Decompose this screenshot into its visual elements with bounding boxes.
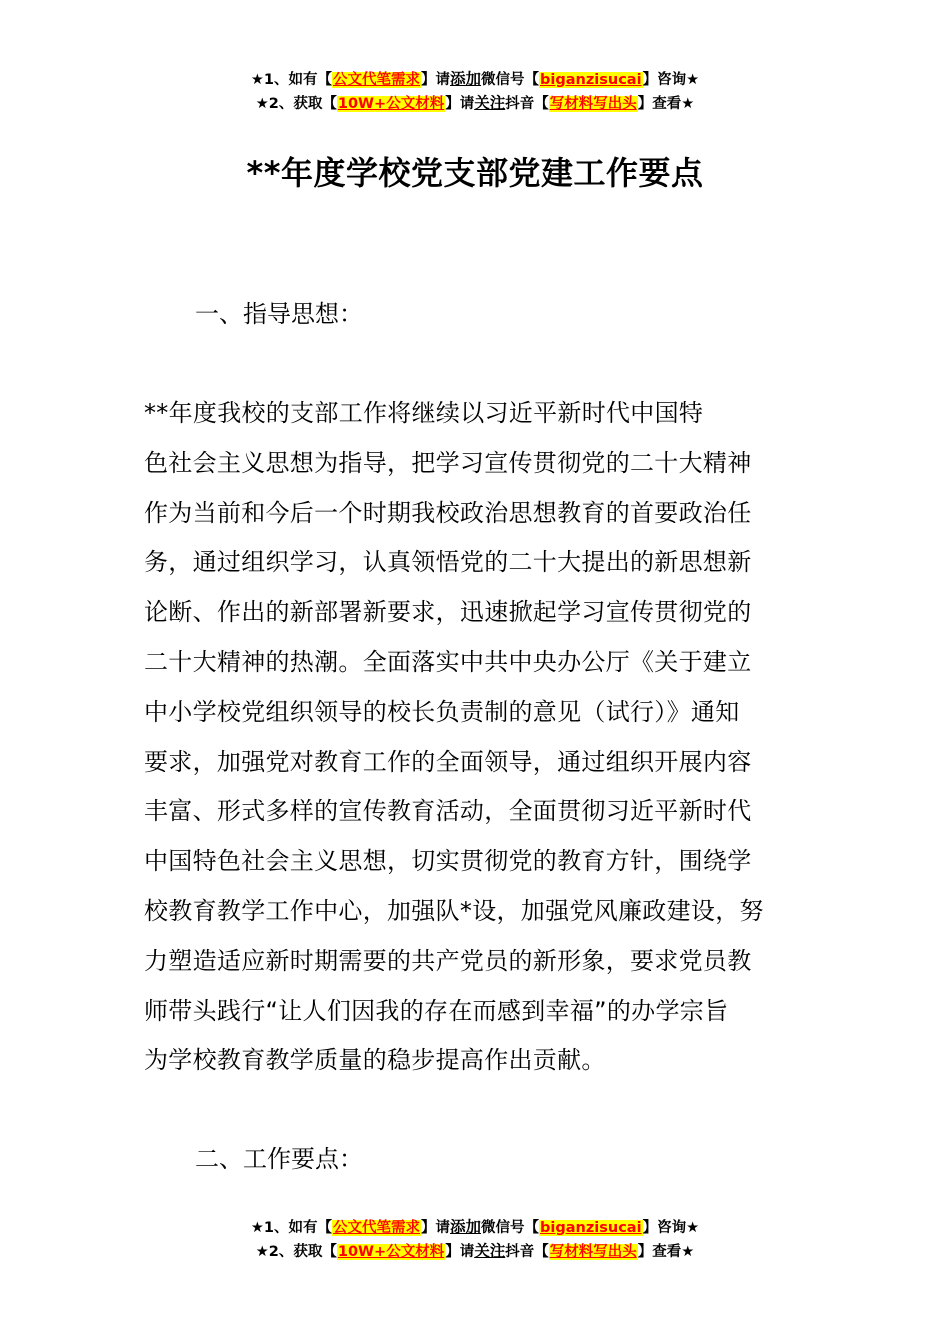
banner-highlight-douyin-id: 写材料写出头 [549, 96, 637, 112]
paragraph-line: 力塑造适应新时期需要的共产党员的新形象，要求党员教 [144, 946, 752, 975]
banner-text: 】请 [421, 1220, 450, 1236]
paragraph-line: 论断、作出的新部署新要求，迅速掀起学习宣传贯彻党的 [144, 598, 752, 627]
banner-text: 抖音【 [505, 96, 549, 112]
paragraph-line: 务，通过组织学习，认真领悟党的二十大提出的新思想新 [144, 548, 752, 577]
banner-text: ★2、获取【 [255, 1244, 337, 1260]
banner-text: ★1、如有【 [250, 1220, 332, 1236]
paragraph-line: 要求，加强党对教育工作的全面领导，通过组织开展内容 [144, 747, 752, 776]
banner-text: 】请 [445, 1244, 475, 1260]
banner-text: 】查看★ [637, 1244, 695, 1260]
section-heading-work-points: 二、工作要点： [195, 1145, 363, 1173]
bottom-banner [0, 1216, 950, 1264]
banner-highlight-materials: 10W+公文材料 [337, 1244, 445, 1260]
paragraph-line: 色社会主义思想为指导，把学习宣传贯彻党的二十大精神 [144, 448, 752, 477]
banner-line-2 [0, 92, 950, 116]
document-title: **年度学校党支部党建工作要点 [246, 154, 704, 192]
banner-emphasis: 添加 [450, 70, 482, 88]
paragraph-line: 师带头践行“让人们因我的存在而感到幸福”的办学宗旨 [144, 996, 729, 1025]
banner-emphasis: 关注 [474, 1242, 506, 1260]
paragraph-line: 中小学校党组织领导的校长负责制的意见（试行）》通知 [144, 697, 740, 726]
body-paragraph [144, 389, 814, 1086]
banner-highlight-service: 公文代笔需求 [333, 72, 420, 88]
paragraph-line: 校教育教学工作中心，加强队*设，加强党风廉政建设，努 [144, 896, 764, 925]
banner-highlight-materials: 10W+公文材料 [337, 96, 445, 112]
banner-text: ★2、获取【 [255, 96, 337, 112]
banner-text: 】咨询★ [642, 72, 700, 88]
banner-text: 】请 [421, 72, 450, 88]
banner-highlight-douyin-id: 写材料写出头 [549, 1244, 637, 1260]
banner-text: 】咨询★ [642, 1220, 700, 1236]
paragraph-line: 丰富、形式多样的宣传教育活动，全面贯彻习近平新时代 [144, 797, 752, 826]
banner-text: 】请 [445, 96, 475, 112]
paragraph-line: 中国特色社会主义思想，切实贯彻党的教育方针，围绕学 [144, 847, 752, 876]
banner-highlight-wechat-id: biganzisucai [540, 1220, 642, 1236]
banner-emphasis: 添加 [450, 1218, 482, 1236]
banner-emphasis: 关注 [474, 94, 506, 112]
banner-text: 抖音【 [505, 1244, 549, 1260]
paragraph-line: **年度我校的支部工作将继续以习近平新时代中国特 [144, 399, 704, 427]
banner-highlight-service: 公文代笔需求 [333, 1220, 420, 1236]
paragraph-line: 为学校教育教学质量的稳步提高作出贡献。 [144, 1046, 606, 1075]
banner-text: 】查看★ [637, 96, 695, 112]
banner-highlight-wechat-id: biganzisucai [540, 72, 642, 88]
section-heading-guiding-ideology: 一、指导思想： [195, 300, 363, 328]
paragraph-line: 作为当前和今后一个时期我校政治思想教育的首要政治任 [144, 498, 752, 527]
paragraph-line: 二十大精神的热潮。全面落实中共中央办公厅《关于建立 [144, 647, 752, 676]
banner-line-2 [0, 1240, 950, 1264]
top-banner [0, 68, 950, 116]
banner-text: ★1、如有【 [250, 72, 332, 88]
banner-line-1 [0, 68, 950, 92]
banner-text: 微信号【 [481, 1220, 540, 1236]
banner-text: 微信号【 [481, 72, 540, 88]
banner-line-1 [0, 1216, 950, 1240]
